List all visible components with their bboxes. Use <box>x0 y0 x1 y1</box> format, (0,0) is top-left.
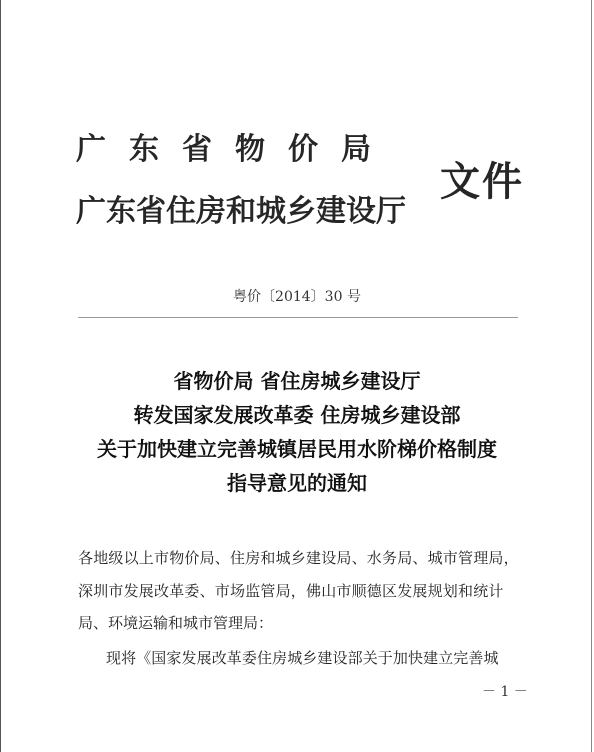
body-text-line: 现将《国家发展改革委住房城乡建设部关于加快建立完善城 <box>106 649 499 667</box>
document-title <box>0 364 594 500</box>
title-line: 省物价局 省住房城乡建设厅 <box>173 369 421 393</box>
title-line: 转发国家发展改革委 住房城乡建设部 <box>133 403 461 427</box>
header-divider <box>78 317 518 318</box>
body-text-line: 局、环境运输和城市管理局： <box>78 614 274 632</box>
document-number: 粤价〔2014〕30 号 <box>233 289 361 305</box>
issuer-housing-department: 广东省住房和城乡建设厅 <box>76 194 406 229</box>
body-text-line: 深圳市发展改革委、市场监管局，佛山市顺德区发展规划和统计 <box>78 582 504 600</box>
title-line: 关于加快建立完善城镇居民用水阶梯价格制度 <box>97 437 497 461</box>
issuer-price-bureau: 广东省物价局 <box>76 132 394 167</box>
page-number: － 1 － <box>482 684 528 700</box>
title-line: 指导意见的通知 <box>227 471 367 495</box>
body-text-line: 各地级以上市物价局、住房和城乡建设局、水务局、城市管理局， <box>78 549 519 567</box>
document-label: 文件 <box>440 158 524 205</box>
